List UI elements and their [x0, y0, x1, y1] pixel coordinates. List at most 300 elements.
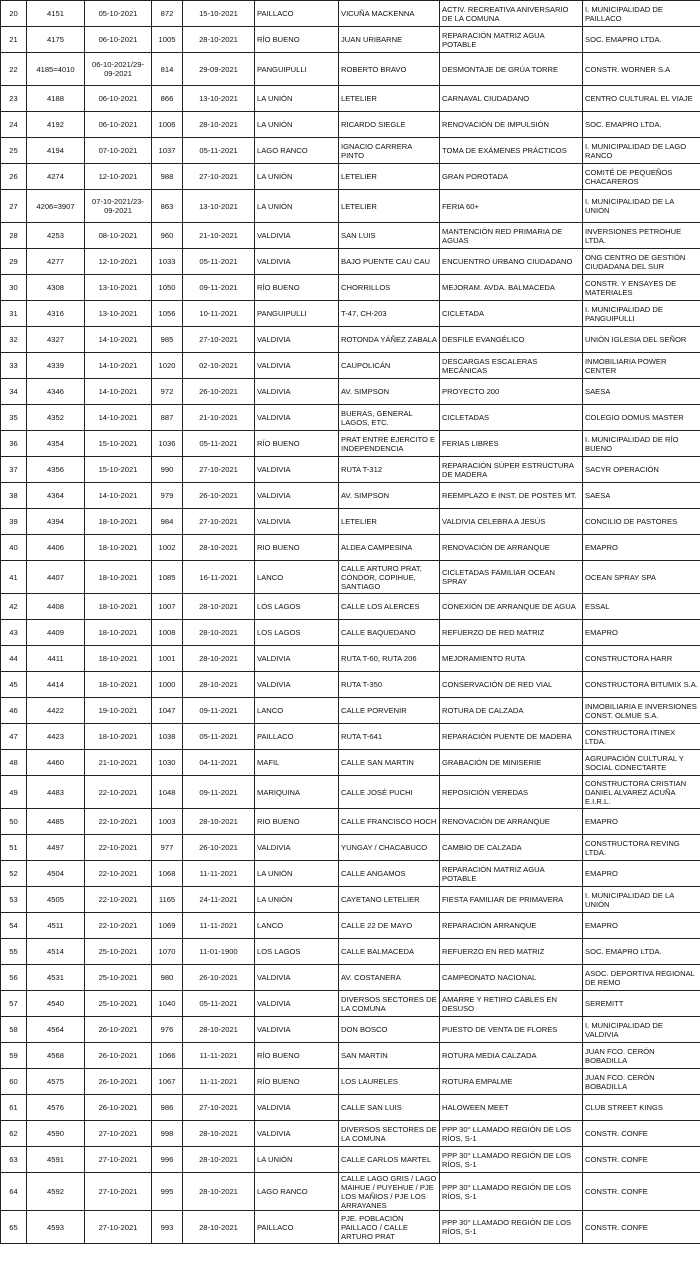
resolution-date-cell: 13-10-2021 — [183, 86, 255, 112]
activity-cell: REPARACIÓN ARRANQUE — [440, 913, 583, 939]
commune-cell: PANGUIPULLI — [255, 301, 339, 327]
resolution-date-cell: 27-10-2021 — [183, 509, 255, 535]
resolution-number-cell: 979 — [152, 483, 183, 509]
table-row — [1, 164, 700, 190]
request-number-cell: 4394 — [27, 509, 85, 535]
resolution-number-cell: 1008 — [152, 620, 183, 646]
commune-cell: MAFIL — [255, 750, 339, 776]
resolution-date-cell: 24-11-2021 — [183, 887, 255, 913]
request-date-cell: 22-10-2021 — [85, 887, 152, 913]
request-number-cell: 4274 — [27, 164, 85, 190]
table-row — [1, 301, 700, 327]
applicant-cell: EMAPRO — [583, 809, 700, 835]
request-date-cell: 25-10-2021 — [85, 939, 152, 965]
resolution-date-cell: 26-10-2021 — [183, 835, 255, 861]
location-cell: VICUÑA MACKENNA — [339, 1, 440, 27]
activity-cell: RENOVACIÓN DE IMPULSIÓN — [440, 112, 583, 138]
resolution-date-cell: 28-10-2021 — [183, 27, 255, 53]
resolution-number-cell: 986 — [152, 1095, 183, 1121]
resolution-date-cell: 28-10-2021 — [183, 1211, 255, 1244]
row-number-cell: 45 — [1, 672, 27, 698]
location-cell: DIVERSOS SECTORES DE LA COMUNA — [339, 1121, 440, 1147]
table-body — [1, 1, 700, 1244]
resolution-number-cell: 984 — [152, 509, 183, 535]
resolution-date-cell: 13-10-2021 — [183, 190, 255, 223]
location-cell: LETELIER — [339, 190, 440, 223]
applicant-cell: CONSTRUCTORA BITUMIX S.A. — [583, 672, 700, 698]
resolution-number-cell: 990 — [152, 457, 183, 483]
location-cell: RUTA T-350 — [339, 672, 440, 698]
resolution-number-cell: 996 — [152, 1147, 183, 1173]
activity-cell: FERIAS LIBRES — [440, 431, 583, 457]
activity-cell: REPARACIÓN MATRIZ AGUA POTABLE — [440, 27, 583, 53]
applicant-cell: CONSTR. CONFE — [583, 1147, 700, 1173]
resolution-number-cell: 1056 — [152, 301, 183, 327]
applicant-cell: UNIÓN IGLESIA DEL SEÑOR — [583, 327, 700, 353]
row-number-cell: 41 — [1, 561, 27, 594]
request-date-cell: 15-10-2021 — [85, 431, 152, 457]
resolution-date-cell: 09-11-2021 — [183, 275, 255, 301]
activity-cell: ROTURA EMPALME — [440, 1069, 583, 1095]
applicant-cell: ONG CENTRO DE GESTIÓN CIUDADANA DEL SUR — [583, 249, 700, 275]
request-date-cell: 19-10-2021 — [85, 698, 152, 724]
activity-cell: REPARACIÓN MATRIZ AGUA POTABLE — [440, 861, 583, 887]
table-row — [1, 112, 700, 138]
request-number-cell: 4346 — [27, 379, 85, 405]
commune-cell: LANCO — [255, 698, 339, 724]
applicant-cell: I. MUNICIPALIDAD DE LA UNIÓN — [583, 190, 700, 223]
row-number-cell: 48 — [1, 750, 27, 776]
request-number-cell: 4194 — [27, 138, 85, 164]
resolution-number-cell: 995 — [152, 1173, 183, 1211]
resolution-date-cell: 28-10-2021 — [183, 535, 255, 561]
request-date-cell: 22-10-2021 — [85, 835, 152, 861]
resolution-date-cell: 28-10-2021 — [183, 1147, 255, 1173]
request-date-cell: 18-10-2021 — [85, 561, 152, 594]
activity-cell: RENOVACIÓN DE ARRANQUE — [440, 809, 583, 835]
request-date-cell: 08-10-2021 — [85, 223, 152, 249]
commune-cell: RÍO BUENO — [255, 275, 339, 301]
commune-cell: RIO BUENO — [255, 809, 339, 835]
request-number-cell: 4175 — [27, 27, 85, 53]
request-number-cell: 4504 — [27, 861, 85, 887]
request-number-cell: 4354 — [27, 431, 85, 457]
request-date-cell: 06-10-2021 — [85, 27, 152, 53]
request-number-cell: 4151 — [27, 1, 85, 27]
request-date-cell: 26-10-2021 — [85, 1043, 152, 1069]
table-row — [1, 483, 700, 509]
applicant-cell: SEREMITT — [583, 991, 700, 1017]
resolution-number-cell: 985 — [152, 327, 183, 353]
row-number-cell: 20 — [1, 1, 27, 27]
resolution-number-cell: 866 — [152, 86, 183, 112]
request-number-cell: 4407 — [27, 561, 85, 594]
resolution-date-cell: 28-10-2021 — [183, 1173, 255, 1211]
resolution-number-cell: 977 — [152, 835, 183, 861]
applicant-cell: ESSAL — [583, 594, 700, 620]
resolution-date-cell: 09-11-2021 — [183, 776, 255, 809]
applicant-cell: SOC. EMAPRO LTDA. — [583, 27, 700, 53]
activity-cell: CICLETADAS — [440, 405, 583, 431]
table-row — [1, 1095, 700, 1121]
request-date-cell: 22-10-2021 — [85, 776, 152, 809]
table-row — [1, 776, 700, 809]
request-date-cell: 27-10-2021 — [85, 1147, 152, 1173]
row-number-cell: 61 — [1, 1095, 27, 1121]
location-cell: ROBERTO BRAVO — [339, 53, 440, 86]
location-cell: ROTONDA YÁÑEZ ZABALA — [339, 327, 440, 353]
resolution-date-cell: 11-11-2021 — [183, 913, 255, 939]
activity-cell: ROTURA DE CALZADA — [440, 698, 583, 724]
request-date-cell: 14-10-2021 — [85, 483, 152, 509]
request-number-cell: 4460 — [27, 750, 85, 776]
activity-cell: REEMPLAZO E INST. DE POSTES MT. — [440, 483, 583, 509]
request-date-cell: 18-10-2021 — [85, 594, 152, 620]
row-number-cell: 21 — [1, 27, 27, 53]
applicant-cell: SAESA — [583, 483, 700, 509]
applicant-cell: I. MUNICIPALIDAD DE PANGUIPULLI — [583, 301, 700, 327]
commune-cell: VALDIVIA — [255, 1121, 339, 1147]
row-number-cell: 50 — [1, 809, 27, 835]
commune-cell: LA UNIÓN — [255, 86, 339, 112]
request-date-cell: 26-10-2021 — [85, 1069, 152, 1095]
request-date-cell: 07-10-2021 — [85, 138, 152, 164]
row-number-cell: 24 — [1, 112, 27, 138]
activity-cell: PUESTO DE VENTA DE FLORES — [440, 1017, 583, 1043]
request-number-cell: 4422 — [27, 698, 85, 724]
request-date-cell: 18-10-2021 — [85, 509, 152, 535]
resolution-number-cell: 972 — [152, 379, 183, 405]
location-cell: CAUPOLICÁN — [339, 353, 440, 379]
table-row — [1, 698, 700, 724]
resolution-date-cell: 05-11-2021 — [183, 431, 255, 457]
commune-cell: VALDIVIA — [255, 835, 339, 861]
request-date-cell: 13-10-2021 — [85, 301, 152, 327]
resolution-number-cell: 1033 — [152, 249, 183, 275]
resolution-number-cell: 872 — [152, 1, 183, 27]
table-row — [1, 646, 700, 672]
commune-cell: LANCO — [255, 561, 339, 594]
row-number-cell: 35 — [1, 405, 27, 431]
row-number-cell: 29 — [1, 249, 27, 275]
applicant-cell: CLUB STREET KINGS — [583, 1095, 700, 1121]
location-cell: PRAT ENTRE EJERCITO E INDEPENDENCIA — [339, 431, 440, 457]
commune-cell: LA UNIÓN — [255, 887, 339, 913]
request-date-cell: 07-10-2021/23-09-2021 — [85, 190, 152, 223]
applicant-cell: CENTRO CULTURAL EL VIAJE — [583, 86, 700, 112]
resolution-number-cell: 1020 — [152, 353, 183, 379]
commune-cell: VALDIVIA — [255, 327, 339, 353]
resolution-number-cell: 1000 — [152, 672, 183, 698]
activity-cell: ACTIV. RECREATIVA ANIVERSARIO DE LA COMUNA — [440, 1, 583, 27]
location-cell: CALLE LAGO GRIS / LAGO MAIHUE / PUYEHUE / PJE LOS MAÑIOS / PJE LOS ARRAYANES — [339, 1173, 440, 1211]
resolution-date-cell: 28-10-2021 — [183, 1121, 255, 1147]
row-number-cell: 28 — [1, 223, 27, 249]
row-number-cell: 52 — [1, 861, 27, 887]
commune-cell: PAILLACO — [255, 1, 339, 27]
applicant-cell: JUAN FCO. CERÓN BOBADILLA — [583, 1043, 700, 1069]
applicant-cell: CONSTR. WORNER S.A — [583, 53, 700, 86]
row-number-cell: 63 — [1, 1147, 27, 1173]
location-cell: CALLE CARLOS MARTEL — [339, 1147, 440, 1173]
request-number-cell: 4414 — [27, 672, 85, 698]
table-row — [1, 1147, 700, 1173]
row-number-cell: 43 — [1, 620, 27, 646]
resolution-date-cell: 05-11-2021 — [183, 991, 255, 1017]
request-number-cell: 4575 — [27, 1069, 85, 1095]
location-cell: DON BOSCO — [339, 1017, 440, 1043]
activity-cell: ROTURA MEDIA CALZADA — [440, 1043, 583, 1069]
request-date-cell: 14-10-2021 — [85, 405, 152, 431]
applicant-cell: I. MUNICIPALIDAD DE VALDIVIA — [583, 1017, 700, 1043]
request-number-cell: 4497 — [27, 835, 85, 861]
resolution-number-cell: 1007 — [152, 594, 183, 620]
resolution-date-cell: 11-01-1900 — [183, 939, 255, 965]
applicant-cell: EMAPRO — [583, 913, 700, 939]
request-number-cell: 4188 — [27, 86, 85, 112]
commune-cell: VALDIVIA — [255, 646, 339, 672]
table-row — [1, 1211, 700, 1244]
request-number-cell: 4485 — [27, 809, 85, 835]
applicant-cell: EMAPRO — [583, 535, 700, 561]
row-number-cell: 37 — [1, 457, 27, 483]
location-cell: LETELIER — [339, 509, 440, 535]
resolution-date-cell: 28-10-2021 — [183, 620, 255, 646]
resolution-date-cell: 26-10-2021 — [183, 965, 255, 991]
resolution-number-cell: 1005 — [152, 27, 183, 53]
commune-cell: RÍO BUENO — [255, 431, 339, 457]
location-cell: CHORRILLOS — [339, 275, 440, 301]
request-date-cell: 22-10-2021 — [85, 913, 152, 939]
location-cell: RUTA T-641 — [339, 724, 440, 750]
resolution-date-cell: 29-09-2021 — [183, 53, 255, 86]
commune-cell: VALDIVIA — [255, 672, 339, 698]
location-cell: SAN LUIS — [339, 223, 440, 249]
applicant-cell: CONSTRUCTORA ITINEX LTDA. — [583, 724, 700, 750]
request-number-cell: 4364 — [27, 483, 85, 509]
request-date-cell: 27-10-2021 — [85, 1211, 152, 1244]
row-number-cell: 56 — [1, 965, 27, 991]
table-row — [1, 561, 700, 594]
request-number-cell: 4514 — [27, 939, 85, 965]
resolution-date-cell: 28-10-2021 — [183, 646, 255, 672]
resolution-date-cell: 27-10-2021 — [183, 457, 255, 483]
activity-cell: VALDIVIA CELEBRA A JESÚS — [440, 509, 583, 535]
location-cell: AV. SIMPSON — [339, 379, 440, 405]
resolution-number-cell: 960 — [152, 223, 183, 249]
commune-cell: VALDIVIA — [255, 223, 339, 249]
table-row — [1, 1121, 700, 1147]
table-row — [1, 861, 700, 887]
row-number-cell: 34 — [1, 379, 27, 405]
table-row — [1, 913, 700, 939]
activity-cell: PPP 30° LLAMADO REGIÓN DE LOS RÍOS, S-1 — [440, 1211, 583, 1244]
request-number-cell: 4253 — [27, 223, 85, 249]
row-number-cell: 53 — [1, 887, 27, 913]
request-date-cell: 22-10-2021 — [85, 809, 152, 835]
location-cell: CALLE BAQUEDANO — [339, 620, 440, 646]
row-number-cell: 44 — [1, 646, 27, 672]
request-date-cell: 06-10-2021 — [85, 86, 152, 112]
request-number-cell: 4483 — [27, 776, 85, 809]
resolution-number-cell: 1002 — [152, 535, 183, 561]
request-number-cell: 4423 — [27, 724, 85, 750]
commune-cell: LAGO RANCO — [255, 1173, 339, 1211]
request-number-cell: 4590 — [27, 1121, 85, 1147]
commune-cell: MARIQUINA — [255, 776, 339, 809]
request-date-cell: 26-10-2021 — [85, 1095, 152, 1121]
row-number-cell: 42 — [1, 594, 27, 620]
request-date-cell: 18-10-2021 — [85, 535, 152, 561]
resolution-number-cell: 1070 — [152, 939, 183, 965]
row-number-cell: 64 — [1, 1173, 27, 1211]
request-date-cell: 18-10-2021 — [85, 646, 152, 672]
resolution-date-cell: 15-10-2021 — [183, 1, 255, 27]
resolution-date-cell: 21-10-2021 — [183, 405, 255, 431]
row-number-cell: 59 — [1, 1043, 27, 1069]
row-number-cell: 65 — [1, 1211, 27, 1244]
table-row — [1, 1069, 700, 1095]
applicant-cell: CONSTRUCTORA REVING LTDA. — [583, 835, 700, 861]
activity-cell: REPARACIÓN SÚPER ESTRUCTURA DE MADERA — [440, 457, 583, 483]
location-cell: LOS LAURELES — [339, 1069, 440, 1095]
applicant-cell: OCEAN SPRAY SPA — [583, 561, 700, 594]
resolution-date-cell: 09-11-2021 — [183, 698, 255, 724]
activity-cell: TOMA DE EXÁMENES PRÁCTICOS — [440, 138, 583, 164]
commune-cell: VALDIVIA — [255, 965, 339, 991]
activity-cell: REFUERZO EN RED MATRIZ — [440, 939, 583, 965]
applicant-cell: CONSTR. Y ENSAYES DE MATERIALES — [583, 275, 700, 301]
resolution-date-cell: 28-10-2021 — [183, 809, 255, 835]
request-number-cell: 4339 — [27, 353, 85, 379]
commune-cell: LANCO — [255, 913, 339, 939]
commune-cell: PANGUIPULLI — [255, 53, 339, 86]
resolution-date-cell: 28-10-2021 — [183, 1017, 255, 1043]
request-number-cell: 4591 — [27, 1147, 85, 1173]
applicant-cell: INMOBILIARIA POWER CENTER — [583, 353, 700, 379]
table-row — [1, 1173, 700, 1211]
table-row — [1, 53, 700, 86]
row-number-cell: 31 — [1, 301, 27, 327]
location-cell: CALLE LOS ALERCES — [339, 594, 440, 620]
commune-cell: VALDIVIA — [255, 379, 339, 405]
row-number-cell: 32 — [1, 327, 27, 353]
commune-cell: VALDIVIA — [255, 483, 339, 509]
row-number-cell: 47 — [1, 724, 27, 750]
location-cell: CALLE FRANCISCO HOCH — [339, 809, 440, 835]
row-number-cell: 38 — [1, 483, 27, 509]
location-cell: CALLE SAN LUIS — [339, 1095, 440, 1121]
table-row — [1, 327, 700, 353]
commune-cell: LAGO RANCO — [255, 138, 339, 164]
row-number-cell: 57 — [1, 991, 27, 1017]
request-date-cell: 13-10-2021 — [85, 275, 152, 301]
applicant-cell: SAESA — [583, 379, 700, 405]
resolution-date-cell: 28-10-2021 — [183, 112, 255, 138]
resolution-date-cell: 28-10-2021 — [183, 672, 255, 698]
resolution-number-cell: 1040 — [152, 991, 183, 1017]
request-date-cell: 05-10-2021 — [85, 1, 152, 27]
resolution-date-cell: 05-11-2021 — [183, 138, 255, 164]
commune-cell: VALDIVIA — [255, 353, 339, 379]
resolution-number-cell: 1066 — [152, 1043, 183, 1069]
row-number-cell: 40 — [1, 535, 27, 561]
table-row — [1, 223, 700, 249]
applicant-cell: COLEGIO DOMUS MASTER — [583, 405, 700, 431]
request-number-cell: 4592 — [27, 1173, 85, 1211]
location-cell: SAN MARTIN — [339, 1043, 440, 1069]
resolution-number-cell: 1050 — [152, 275, 183, 301]
location-cell: IGNACIO CARRERA PINTO — [339, 138, 440, 164]
resolution-number-cell: 1048 — [152, 776, 183, 809]
activity-cell: REPOSICIÓN VEREDAS — [440, 776, 583, 809]
location-cell: CALLE BALMACEDA — [339, 939, 440, 965]
request-number-cell: 4576 — [27, 1095, 85, 1121]
resolution-number-cell: 887 — [152, 405, 183, 431]
activity-cell: PROYECTO 200 — [440, 379, 583, 405]
commune-cell: VALDIVIA — [255, 405, 339, 431]
table-row — [1, 809, 700, 835]
applicant-cell: AGRUPACIÓN CULTURAL Y SOCIAL CONECTARTE — [583, 750, 700, 776]
commune-cell: VALDIVIA — [255, 1017, 339, 1043]
commune-cell: PAILLACO — [255, 1211, 339, 1244]
commune-cell: RÍO BUENO — [255, 27, 339, 53]
table-row — [1, 620, 700, 646]
resolution-number-cell: 1067 — [152, 1069, 183, 1095]
resolution-date-cell: 05-11-2021 — [183, 724, 255, 750]
resolution-date-cell: 27-10-2021 — [183, 327, 255, 353]
commune-cell: VALDIVIA — [255, 1095, 339, 1121]
commune-cell: VALDIVIA — [255, 509, 339, 535]
commune-cell: VALDIVIA — [255, 249, 339, 275]
request-number-cell: 4308 — [27, 275, 85, 301]
commune-cell: LA UNIÓN — [255, 861, 339, 887]
table-row — [1, 379, 700, 405]
resolution-date-cell: 26-10-2021 — [183, 379, 255, 405]
resolution-number-cell: 1006 — [152, 112, 183, 138]
location-cell: RUTA T-60, RUTA 206 — [339, 646, 440, 672]
activity-cell: HALOWEEN MEET — [440, 1095, 583, 1121]
row-number-cell: 62 — [1, 1121, 27, 1147]
resolution-date-cell: 10-11-2021 — [183, 301, 255, 327]
row-number-cell: 30 — [1, 275, 27, 301]
request-date-cell: 14-10-2021 — [85, 327, 152, 353]
request-date-cell: 21-10-2021 — [85, 750, 152, 776]
applicant-cell: EMAPRO — [583, 620, 700, 646]
activity-cell: FERIA 60+ — [440, 190, 583, 223]
resolution-number-cell: 1038 — [152, 724, 183, 750]
row-number-cell: 39 — [1, 509, 27, 535]
applicant-cell: CONSTR. CONFE — [583, 1121, 700, 1147]
table-row — [1, 535, 700, 561]
commune-cell: PAILLACO — [255, 724, 339, 750]
applicant-cell: I. MUNICIPALIDAD DE RÍO BUENO — [583, 431, 700, 457]
request-number-cell: 4411 — [27, 646, 85, 672]
resolution-number-cell: 1036 — [152, 431, 183, 457]
commune-cell: LOS LAGOS — [255, 594, 339, 620]
request-date-cell: 25-10-2021 — [85, 991, 152, 1017]
table-row — [1, 939, 700, 965]
request-date-cell: 06-10-2021/29-09-2021 — [85, 53, 152, 86]
activity-cell: MANTENCIÓN RED PRIMARIA DE AGUAS — [440, 223, 583, 249]
commune-cell: LA UNIÓN — [255, 1147, 339, 1173]
activity-cell: CICLETADA — [440, 301, 583, 327]
request-number-cell: 4511 — [27, 913, 85, 939]
request-date-cell: 14-10-2021 — [85, 379, 152, 405]
location-cell: T-47, CH-203 — [339, 301, 440, 327]
resolution-number-cell: 1068 — [152, 861, 183, 887]
resolution-date-cell: 11-11-2021 — [183, 1043, 255, 1069]
